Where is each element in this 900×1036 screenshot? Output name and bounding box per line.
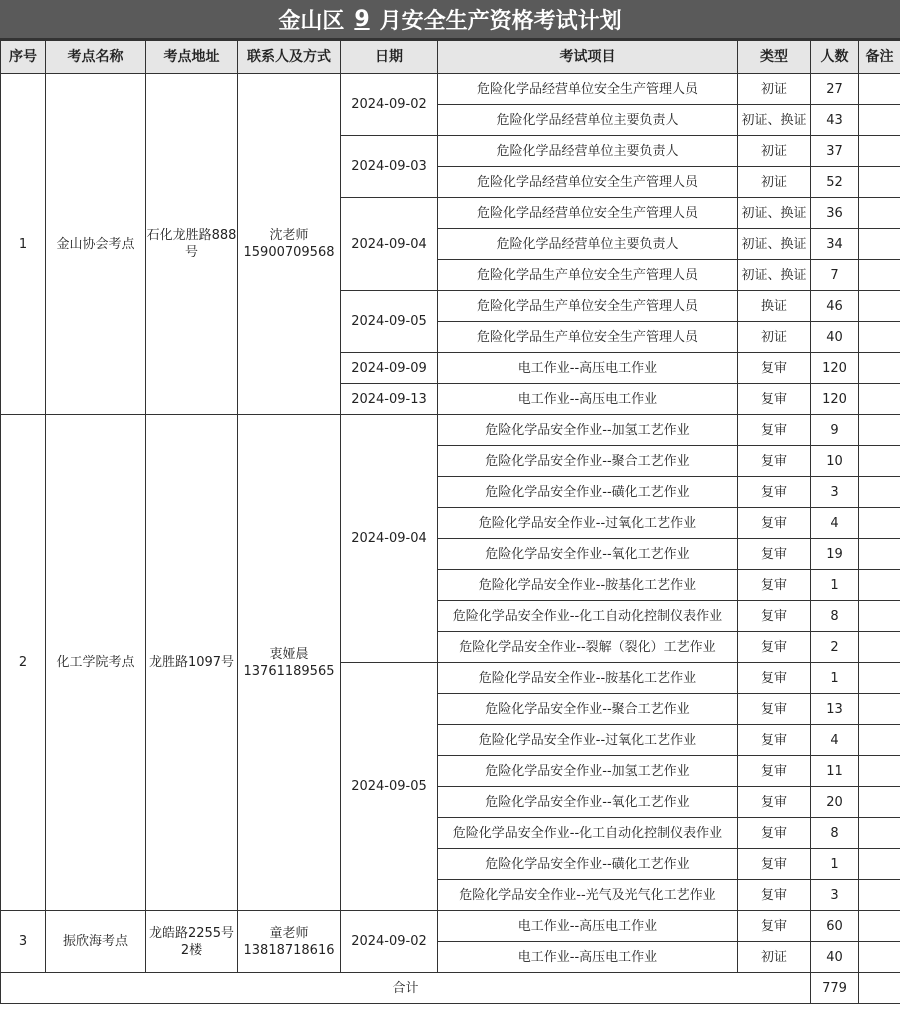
exam-remarks bbox=[859, 353, 900, 384]
table-row bbox=[1, 74, 900, 105]
title-suffix: 月安全生产资格考试计划 bbox=[379, 8, 622, 34]
exam-type: 换证 bbox=[738, 291, 811, 322]
exam-type: 复审 bbox=[738, 384, 811, 415]
exam-item: 危险化学品安全作业--聚合工艺作业 bbox=[438, 446, 738, 477]
total-label: 合计 bbox=[1, 973, 811, 1004]
exam-date: 2024-09-05 bbox=[341, 291, 438, 353]
exam-count: 1 bbox=[811, 570, 859, 601]
exam-remarks bbox=[859, 725, 900, 756]
exam-item: 危险化学品安全作业--化工自动化控制仪表作业 bbox=[438, 818, 738, 849]
exam-type: 复审 bbox=[738, 508, 811, 539]
exam-remarks bbox=[859, 384, 900, 415]
exam-item: 危险化学品安全作业--聚合工艺作业 bbox=[438, 694, 738, 725]
exam-remarks bbox=[859, 291, 900, 322]
exam-count: 1 bbox=[811, 849, 859, 880]
exam-remarks bbox=[859, 787, 900, 818]
exam-item: 危险化学品安全作业--过氧化工艺作业 bbox=[438, 725, 738, 756]
exam-count: 4 bbox=[811, 725, 859, 756]
exam-type: 复审 bbox=[738, 415, 811, 446]
table-row bbox=[1, 415, 900, 446]
exam-date: 2024-09-09 bbox=[341, 353, 438, 384]
exam-remarks bbox=[859, 446, 900, 477]
exam-remarks bbox=[859, 880, 900, 911]
exam-type: 复审 bbox=[738, 725, 811, 756]
exam-type: 复审 bbox=[738, 632, 811, 663]
exam-remarks bbox=[859, 849, 900, 880]
exam-item: 危险化学品安全作业--加氢工艺作业 bbox=[438, 756, 738, 787]
site-contact bbox=[238, 415, 341, 911]
exam-type: 复审 bbox=[738, 849, 811, 880]
exam-type: 初证、换证 bbox=[738, 229, 811, 260]
exam-remarks bbox=[859, 260, 900, 291]
header-exam-item: 考试项目 bbox=[438, 41, 738, 74]
exam-type: 复审 bbox=[738, 756, 811, 787]
exam-remarks bbox=[859, 415, 900, 446]
exam-item: 危险化学品安全作业--加氢工艺作业 bbox=[438, 415, 738, 446]
exam-schedule-table bbox=[0, 40, 900, 1004]
exam-type: 初证、换证 bbox=[738, 105, 811, 136]
exam-item: 危险化学品安全作业--裂解（裂化）工艺作业 bbox=[438, 632, 738, 663]
header-site-name: 考点名称 bbox=[46, 41, 146, 74]
total-count: 779 bbox=[811, 973, 859, 1004]
exam-date: 2024-09-03 bbox=[341, 136, 438, 198]
exam-date: 2024-09-05 bbox=[341, 663, 438, 911]
exam-type: 复审 bbox=[738, 694, 811, 725]
exam-remarks bbox=[859, 632, 900, 663]
exam-item: 危险化学品安全作业--光气及光气化工艺作业 bbox=[438, 880, 738, 911]
site-name: 金山协会考点 bbox=[46, 74, 146, 415]
exam-count: 120 bbox=[811, 353, 859, 384]
exam-remarks bbox=[859, 105, 900, 136]
exam-item: 危险化学品安全作业--化工自动化控制仪表作业 bbox=[438, 601, 738, 632]
exam-type: 初证、换证 bbox=[738, 198, 811, 229]
exam-type: 复审 bbox=[738, 663, 811, 694]
exam-item: 危险化学品经营单位安全生产管理人员 bbox=[438, 198, 738, 229]
exam-type: 初证 bbox=[738, 942, 811, 973]
page-title bbox=[0, 0, 900, 40]
exam-date: 2024-09-02 bbox=[341, 911, 438, 973]
exam-count: 46 bbox=[811, 291, 859, 322]
exam-item: 危险化学品生产单位安全生产管理人员 bbox=[438, 260, 738, 291]
exam-count: 3 bbox=[811, 880, 859, 911]
exam-count: 37 bbox=[811, 136, 859, 167]
exam-count: 43 bbox=[811, 105, 859, 136]
exam-count: 13 bbox=[811, 694, 859, 725]
contact-phone: 15900709568 bbox=[243, 245, 335, 260]
site-no: 3 bbox=[1, 911, 46, 973]
exam-count: 10 bbox=[811, 446, 859, 477]
contact-phone: 13818718616 bbox=[243, 942, 335, 958]
exam-item: 危险化学品经营单位安全生产管理人员 bbox=[438, 167, 738, 198]
exam-count: 8 bbox=[811, 601, 859, 632]
header-row bbox=[1, 41, 900, 74]
exam-date: 2024-09-02 bbox=[341, 74, 438, 136]
exam-item: 危险化学品经营单位主要负责人 bbox=[438, 105, 738, 136]
exam-count: 8 bbox=[811, 818, 859, 849]
header-count: 人数 bbox=[811, 41, 859, 74]
exam-date: 2024-09-04 bbox=[341, 415, 438, 663]
exam-type: 复审 bbox=[738, 818, 811, 849]
exam-type: 复审 bbox=[738, 601, 811, 632]
header-contact: 联系人及方式 bbox=[238, 41, 341, 74]
exam-remarks bbox=[859, 942, 900, 973]
exam-remarks bbox=[859, 570, 900, 601]
exam-remarks bbox=[859, 477, 900, 508]
exam-item: 危险化学品经营单位安全生产管理人员 bbox=[438, 74, 738, 105]
exam-remarks bbox=[859, 229, 900, 260]
exam-count: 52 bbox=[811, 167, 859, 198]
exam-count: 60 bbox=[811, 911, 859, 942]
exam-count: 2 bbox=[811, 632, 859, 663]
exam-item: 危险化学品安全作业--胺基化工艺作业 bbox=[438, 663, 738, 694]
exam-item: 危险化学品安全作业--过氧化工艺作业 bbox=[438, 508, 738, 539]
exam-item: 电工作业--高压电工作业 bbox=[438, 911, 738, 942]
exam-count: 27 bbox=[811, 74, 859, 105]
exam-remarks bbox=[859, 198, 900, 229]
header-date: 日期 bbox=[341, 41, 438, 74]
exam-type: 复审 bbox=[738, 446, 811, 477]
exam-date: 2024-09-04 bbox=[341, 198, 438, 291]
exam-remarks bbox=[859, 911, 900, 942]
exam-type: 复审 bbox=[738, 911, 811, 942]
exam-remarks bbox=[859, 663, 900, 694]
exam-count: 34 bbox=[811, 229, 859, 260]
contact-name: 衷娅晨 bbox=[269, 646, 309, 662]
header-no: 序号 bbox=[1, 41, 46, 74]
exam-type: 初证、换证 bbox=[738, 260, 811, 291]
exam-count: 36 bbox=[811, 198, 859, 229]
exam-count: 1 bbox=[811, 663, 859, 694]
site-no: 1 bbox=[1, 74, 46, 415]
exam-item: 危险化学品安全作业--氧化工艺作业 bbox=[438, 787, 738, 818]
exam-item: 电工作业--高压电工作业 bbox=[438, 353, 738, 384]
exam-item: 危险化学品经营单位主要负责人 bbox=[438, 136, 738, 167]
exam-count: 7 bbox=[811, 260, 859, 291]
exam-item: 危险化学品生产单位安全生产管理人员 bbox=[438, 322, 738, 353]
total-remarks bbox=[859, 973, 900, 1004]
contact-name: 沈老师 bbox=[269, 228, 309, 243]
exam-remarks bbox=[859, 74, 900, 105]
exam-count: 20 bbox=[811, 787, 859, 818]
exam-count: 40 bbox=[811, 322, 859, 353]
exam-item: 危险化学品安全作业--磺化工艺作业 bbox=[438, 477, 738, 508]
exam-type: 初证 bbox=[738, 167, 811, 198]
title-district: 金山区 bbox=[278, 8, 345, 34]
site-address: 龙胜路1097号 bbox=[146, 415, 238, 911]
exam-remarks bbox=[859, 539, 900, 570]
exam-date: 2024-09-13 bbox=[341, 384, 438, 415]
exam-item: 电工作业--高压电工作业 bbox=[438, 942, 738, 973]
exam-count: 40 bbox=[811, 942, 859, 973]
site-address: 石化龙胜路888号 bbox=[146, 74, 238, 415]
exam-count: 11 bbox=[811, 756, 859, 787]
site-no: 2 bbox=[1, 415, 46, 911]
exam-type: 复审 bbox=[738, 353, 811, 384]
exam-type: 复审 bbox=[738, 787, 811, 818]
exam-remarks bbox=[859, 601, 900, 632]
site-contact bbox=[238, 911, 341, 973]
exam-remarks bbox=[859, 694, 900, 725]
exam-type: 复审 bbox=[738, 880, 811, 911]
site-contact bbox=[238, 74, 341, 415]
site-name: 振欣海考点 bbox=[46, 911, 146, 973]
exam-item: 危险化学品安全作业--氧化工艺作业 bbox=[438, 539, 738, 570]
exam-type: 复审 bbox=[738, 477, 811, 508]
exam-item: 危险化学品生产单位安全生产管理人员 bbox=[438, 291, 738, 322]
contact-phone: 13761189565 bbox=[243, 663, 335, 679]
exam-count: 120 bbox=[811, 384, 859, 415]
exam-remarks bbox=[859, 322, 900, 353]
exam-count: 4 bbox=[811, 508, 859, 539]
exam-type: 复审 bbox=[738, 570, 811, 601]
exam-remarks bbox=[859, 818, 900, 849]
exam-item: 电工作业--高压电工作业 bbox=[438, 384, 738, 415]
exam-count: 19 bbox=[811, 539, 859, 570]
site-address: 龙皓路2255号2楼 bbox=[146, 911, 238, 973]
exam-item: 危险化学品安全作业--磺化工艺作业 bbox=[438, 849, 738, 880]
exam-count: 3 bbox=[811, 477, 859, 508]
exam-type: 初证 bbox=[738, 136, 811, 167]
exam-count: 9 bbox=[811, 415, 859, 446]
exam-remarks bbox=[859, 167, 900, 198]
exam-remarks bbox=[859, 136, 900, 167]
exam-remarks bbox=[859, 756, 900, 787]
exam-item: 危险化学品经营单位主要负责人 bbox=[438, 229, 738, 260]
exam-remarks bbox=[859, 508, 900, 539]
header-type: 类型 bbox=[738, 41, 811, 74]
exam-item: 危险化学品安全作业--胺基化工艺作业 bbox=[438, 570, 738, 601]
total-row bbox=[1, 973, 900, 1004]
exam-type: 初证 bbox=[738, 74, 811, 105]
contact-name: 童老师 bbox=[269, 925, 309, 941]
exam-type: 初证 bbox=[738, 322, 811, 353]
site-name: 化工学院考点 bbox=[46, 415, 146, 911]
exam-type: 复审 bbox=[738, 539, 811, 570]
title-month: 9 bbox=[354, 6, 370, 32]
table-row bbox=[1, 911, 900, 942]
header-address: 考点地址 bbox=[146, 41, 238, 74]
header-remarks: 备注 bbox=[859, 41, 900, 74]
